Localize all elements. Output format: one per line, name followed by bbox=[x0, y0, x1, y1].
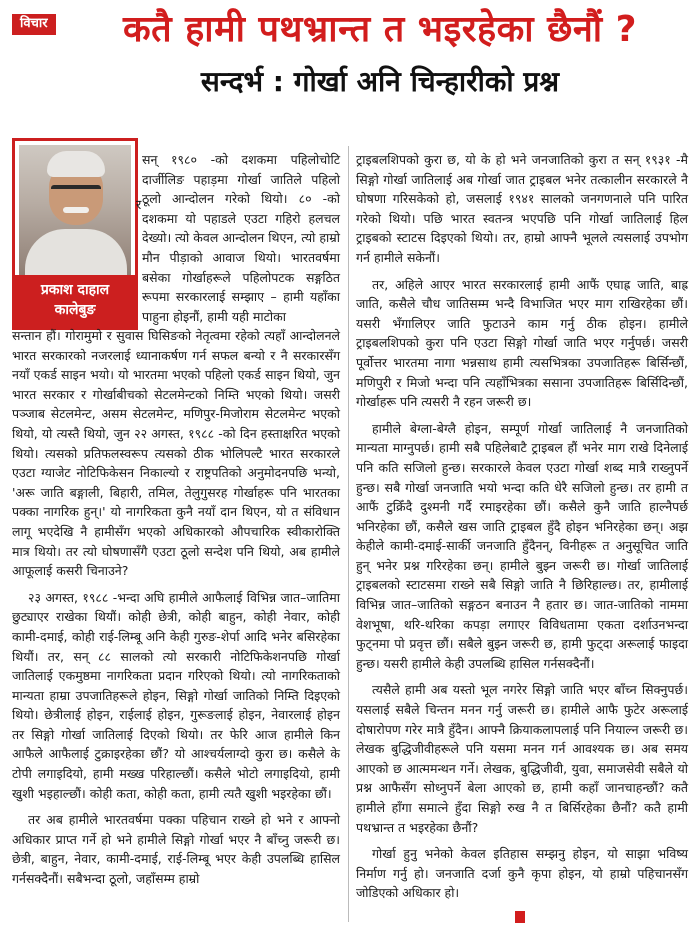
author-box bbox=[12, 138, 138, 330]
article-paragraph: २३ अगस्त, १९८८ -भन्दा अघि हामीले आफैलाई विभिन्न जात–जातिमा छुट्याएर राखेका थियौं। कोही छेत्री, कोही बाहुन, कोही नेवार, कोही कामी-दमाई, कोही राई-लिम्बू अनि केही गुरुङ-शेर्पा आदि भनेर बसिरहेका थियौं। तर, सन् ८८ सालको त्यो सरकारी नोटिफिकेशनपछि गोर्खा जातिलाई एकमुष्ठमा नागरिकता प्रदान गरिएको थियो। त्यो नागरिकताको मान्यता हाम्रा उपजातिहरूले होइन, सिङ्गो गोर्खा जातिको निम्ति दिइएको थियो। छेत्रीलाई होइन, राईलाई होइन, गुरूङलाई होइन, नेवारलाई होइन तर सिङ्गो गोर्खा जातिलाई दिएको थियो। तर फेरि आज हामीले किन आफैले आफैलाई टुक्राइरहेका छौं? यो आश्चर्यलाग्दो कुरा छ। कसैले के टोपी लगाइदियो, हामी मख्ख परिहाल्छौं। कसैले भोटो लगाइदियो, हामी खुशी भइहाल्छौं। कोही कता, कोही कता, हामी त्यतै खुशी भइरहेका छौं। bbox=[12, 589, 340, 801]
column-divider bbox=[348, 146, 349, 922]
section-tag: विचार bbox=[12, 14, 56, 35]
headline: कतै हामी पथभ्रान्त त भइरहेका छैनौं ? bbox=[122, 9, 638, 50]
article-paragraph: सन् १९८० -को दशकमा पहिलोचोटि दार्जीलिङ पहाड़मा गोर्खा जातिले पहिलो ठूलो आन्दोलन गरेको थियो। ८० -को दशकमा यो पहाडले एउटा गहिरो हलचल देख्यो। त्यो केवल आन्दोलन थिएन, त्यो हाम्रो मौन पीड़ाको आवाज थियो। भारतवर्षमा बसेका गोर्खाहरूले पहिलोपटक सङ्गठित रूपमा सरकारलाई सम्झाए – हामी यहाँका पाहुना होइनौं, हामी यही माटोका bbox=[142, 152, 340, 324]
author-name bbox=[15, 275, 135, 327]
article-column-left-top bbox=[142, 150, 340, 333]
article-column-left bbox=[12, 326, 340, 896]
end-mark bbox=[515, 911, 525, 923]
article-paragraph: तर, अहिले आएर भारत सरकारलाई हामी आफैं एघाह्र जाति, बाह्र जाति, कसैले चौध जातिसम्म भन्दै विभाजित भएर माग राखिरहेका छौं। यसरी भँगालिएर जाति फुटाउने काम गर्नु ठीक होइन। हामीले ट्राइबलशिपको कुरा पनि एउटा सिङ्गो गोर्खा जाति भएर गर्नुपर्छ। जसरी पूर्वोत्तर भारतमा नागा भन्नसाथ हामी त्यसभित्रका उपजातिहरू बिर्सिन्छौं, मणिपुरी र मिजो भन्दा पनि त्यहाँभित्रका ससाना उपजातिहरू बिर्सिदिन्छौं, गोर्खाहरू पनि त्यसरी नै रहन जरूरी छ। bbox=[356, 276, 688, 410]
article-paragraph: हामीले बेग्ला-बेग्लै होइन, सम्पूर्ण गोर्खा जातिलाई नै जनजातिको मान्यता माग्नुपर्छ। हामी सबै पहिलेबाटै ट्राइबल हौं भनेर माग राखे दिनेलाई पनि कति सजिलो हुन्छ। सरकारले केवल एउटा गोर्खा शब्द मात्रै राख्नुपर्ने हुन्छ। सबै गोर्खा जनजाति भयो भन्दा कति धेरै सजिलो हुन्छ। तर हामी त आफैं टुक्रिँदै दुश्मनी गर्दै रमाइरहेका छौं। कसैले कुनै जाति हाल्नैपर्छ भनिरहेका छौं, कसैले खस जाति ट्राइबल हुँदै होइन भनिरहेका छन्। अझ केहीले कामी-दमाई-सार्की जनजाति हुँदैनन्, विनीहरू त अनुसूचित जाति हुन् भनेर प्रश्न गरिरहेका छन्। हामीले बुझ्न जरूरी छ। गोर्खा जातिलाई ट्राइबलको स्टाटसमा राख्ने सबै सिङ्गो जाति नै छिरिहाल्छ। तर, हामीलाई विभिन्न जात–जातिको सङ्गठन बनाउन नै हतार छ। जात-जातिको नाममा वेशभूषा, थरि-थरिका कपड़ा लगाएर विविधतामा एकता दर्शाउनभन्दा फुट्नमा पो प्रवृत्त छौं। सबैले बुझ्न जरूरी छ, हामी फुट्दा अरूलाई फाइदा हुन्छ। यसरी हामीले केही उपलब्धि हासिल गर्नसक्दैनौं। bbox=[356, 420, 688, 671]
article-paragraph: गोर्खा हुनु भनेको केवल इतिहास सम्झनु होइन, यो साझा भविष्य निर्माण गर्नु हो। जनजाति दर्जा कुनै कृपा होइन, यो हाम्रो पहिचानसँग जोडिएको अधिकार हो। bbox=[356, 846, 688, 901]
subhead: सन्दर्भ : गोर्खा अनि चिन्हारीको प्रश्न bbox=[200, 65, 560, 98]
article-paragraph: ट्राइबलशिपको कुरा छ, यो के हो भने जनजातिको कुरा त सन् १९३१ -मै सिङ्गो गोर्खा जातिलाई अब गोर्खा जात ट्राइबल भनेर तत्कालीन सरकारले नै घोषणा गरिसकेको हो, जसलाई १९४१ सालको जनगणनाले पनि पारित गरेको थियो। पछि भारत स्वतन्त्र भएपछि पनि गोर्खा जातिलाई हिल ट्राइबको स्टाटस दिइएको थियो। तर, हाम्रो आफ्नै भूलले त्यसलाई उपभोग गर्न हामीले सकेनौं। bbox=[356, 152, 688, 265]
margin-mark: र bbox=[136, 198, 142, 213]
article-paragraph: त्यसैले हामी अब यस्तो भूल नगरेर सिङ्गो जाति भएर बाँच्न सिक्नुपर्छ। यसलाई सबैले चिन्तन मनन गर्नु जरूरी छ। हामीले आफै फुटेर अरूलाई दोषारोपण गरेर मात्रै हुँदैन। आफ्नै क्रियाकलापलाई पनि नियाल्न जरूरी छ। लेखक बुद्धिजीवीहरूले पनि यसमा मनन गर्न आवश्यक छ। अब समय आएको छ आत्ममन्थन गर्ने। लेखक, बुद्धिजीवी, युवा, समाजसेवी सबैले यो प्रश्न आफैसँग सोध्नुपर्ने बेला आएको छ, हामी कहाँ जानचाहन्छौं? कतै हामीले हाँगा समात्ने हुँदा सिङ्गो रुख नै त बिर्सिरहेका छैनौं? कतै हामी पथभ्रान्त त भइरहेका छैनौं? bbox=[356, 682, 688, 835]
article-paragraph: सन्तान हौं। गोरामुमो र सुवास घिसिङको नेतृत्वमा रहेको त्यहाँ आन्दोलनले भारत सरकारको नजरलाई ध्यानाकर्षण गर्न सफल बन्यो र नै सरकारसँग नयाँ एकर्ड साइन भयो। यो भारतमा भएको पहिलो एकर्ड साइन थियो, जुन भारत सरकार र गोर्खाबीचको सेटलमेन्टको निम्ति भएको थियो। जसरी पञ्जाब सेटलमेन्ट, असम सेटलमेन्ट, मणिपुर-मिजोराम सेटलमेन्ट भएको थियो, यो त्यस्तै थियो, जुन २२ अगस्त, १९८८ -को दिन हस्ताक्षरित भएको थियो। त्यसको प्रतिफलस्वरूप त्यसको ठीक भोलिपल्टै भारत सरकारले एउटा ग्याजेट नोटिफिकेसन निकाल्यो र राष्ट्रपतिको अनुमोदनपछि भन्यो, 'अरू जाति बङ्गाली, बिहारी, तमिल, तेलुगुसरह गोर्खाहरू पनि भारतका पक्का नागरिक हुन्।' यो नागरिकता कुनै नयाँ दान थिएन, यो त संविधान लागू भएदेखि नै हामीसँग भएको अधिकारको औपचारिक स्वीकारोक्ति मात्र थियो। तर त्यो घोषणासँगै एउटा ठूलो सन्देश पनि थियो, अब हामीले आफूलाई कसरी चिनाउने? bbox=[12, 328, 340, 579]
author-name-line2: कालेबुङ bbox=[54, 302, 96, 318]
author-photo bbox=[19, 145, 131, 275]
article-column-right bbox=[356, 150, 688, 910]
author-name-line1: प्रकाश दाहाल bbox=[40, 282, 110, 298]
article-paragraph: तर अब हामीले भारतवर्षमा पक्का पहिचान राख्ने हो भने र आफ्नो अधिकार प्राप्त गर्ने हो भने हामीले सिङ्गो गोर्खा भएर नै बाँच्नु जरूरी छ। छेत्री, बाहुन, नेवार, कामी-दमाई, राई-लिम्बू भएर केही उपलब्धि हासिल गर्नसक्दैनौं। सबैभन्दा ठूलो, जहाँसम्म हाम्रो bbox=[12, 812, 340, 887]
